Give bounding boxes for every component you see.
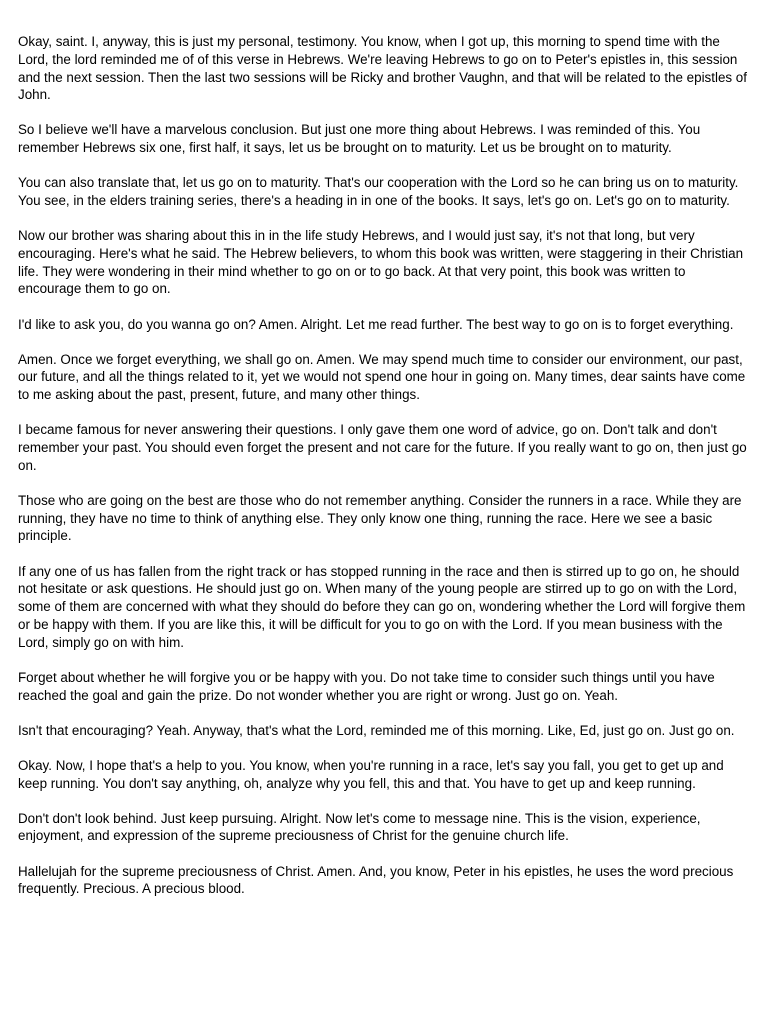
paragraph-11: Isn't that encouraging? Yeah. Anyway, that's what the Lord, reminded me of this morning. Like, Ed, just go on. Just go on.: [18, 722, 735, 738]
paragraph-1: Okay, saint. I, anyway, this is just my personal, testimony. You know, when I got up, this morning to spend time with the Lord, the lord reminded me of of this verse in Hebrews. We're leaving Hebrews to go on to Peter's epistles in, this session and the next session. Then the last two sessions will be Ricky and brother Vaughn, and that will be related to the epistles of John.: [18, 34, 747, 103]
paragraph-4: Now our brother was sharing about this in in the life study Hebrews, and I would just say, it's not that long, but very encouraging. Here's what he said. The Hebrew believers, to whom this book was written, were staggering in their Christian life. They were wondering in their mind whether to go on or to go back. At that very point, this book was written to encourage them to go on.: [18, 228, 744, 297]
paragraph-9: If any one of us has fallen from the right track or has stopped running in the race and then is stirred up to go on, he should not hesitate or ask questions. He should just go on. When many of the young people are stirred up to go on with the Lord, some of them are concerned with what they should do before they can go on, wondering whether the Lord will forgive them or be happy with them. If you are like this, it will be difficult for you to go on with the Lord. If you mean business with the Lord, simply go on with him.: [18, 563, 746, 650]
paragraph-12: Okay. Now, I hope that's a help to you. You know, when you're running in a race, let's say you fall, you get to get up and keep running. You don't say anything, oh, analyze why you fell, this and that. You have to get up and keep running.: [18, 757, 724, 791]
paragraph-7: I became famous for never answering their questions. I only gave them one word of advice, go on. Don't talk and don't remember your past. You should even forget the present and not care for the future. If you really want to go on, then just go on.: [18, 422, 747, 473]
transcript-page: [18, 33, 748, 915]
paragraph-14: Hallelujah for the supreme preciousness of Christ. Amen. And, you know, Peter in his epistles, he uses the word precious frequently. Precious. A precious blood.: [18, 863, 734, 897]
paragraph-3: You can also translate that, let us go on to maturity. That's our cooperation with the Lord so he can bring us on to maturity. You see, in the elders training series, there's a heading in in one of the books. It says, let's go on. Let's go on to maturity.: [18, 175, 739, 209]
paragraph-6: Amen. Once we forget everything, we shall go on. Amen. We may spend much time to consider our environment, our past, our future, and all the things related to it, yet we would not spend one hour in going on. Many times, dear saints have come to me asking about the past, present, future, and many other things.: [18, 351, 746, 403]
paragraph-13: Don't don't look behind. Just keep pursuing. Alright. Now let's come to message nine. This is the vision, experience, enjoyment, and expression of the supreme preciousness of Christ for the genuine church life.: [18, 810, 701, 844]
paragraph-2: So I believe we'll have a marvelous conclusion. But just one more thing about Hebrews. I was reminded of this. You remember Hebrews six one, first half, it says, let us be brought on to maturity. Let us be brought on to maturity.: [18, 122, 701, 156]
paragraph-8: Those who are going on the best are those who do not remember anything. Consider the runners in a race. While they are running, they have no time to think of anything else. They only know one thing, running the race. Here we see a basic principle.: [18, 492, 742, 544]
paragraph-5: I'd like to ask you, do you wanna go on? Amen. Alright. Let me read further. The best way to go on is to forget everything.: [18, 316, 734, 332]
paragraph-10: Forget about whether he will forgive you or be happy with you. Do not take time to consider such things until you have reached the goal and gain the prize. Do not wonder whether you are right or wrong. Just go on. Yeah.: [18, 669, 715, 703]
